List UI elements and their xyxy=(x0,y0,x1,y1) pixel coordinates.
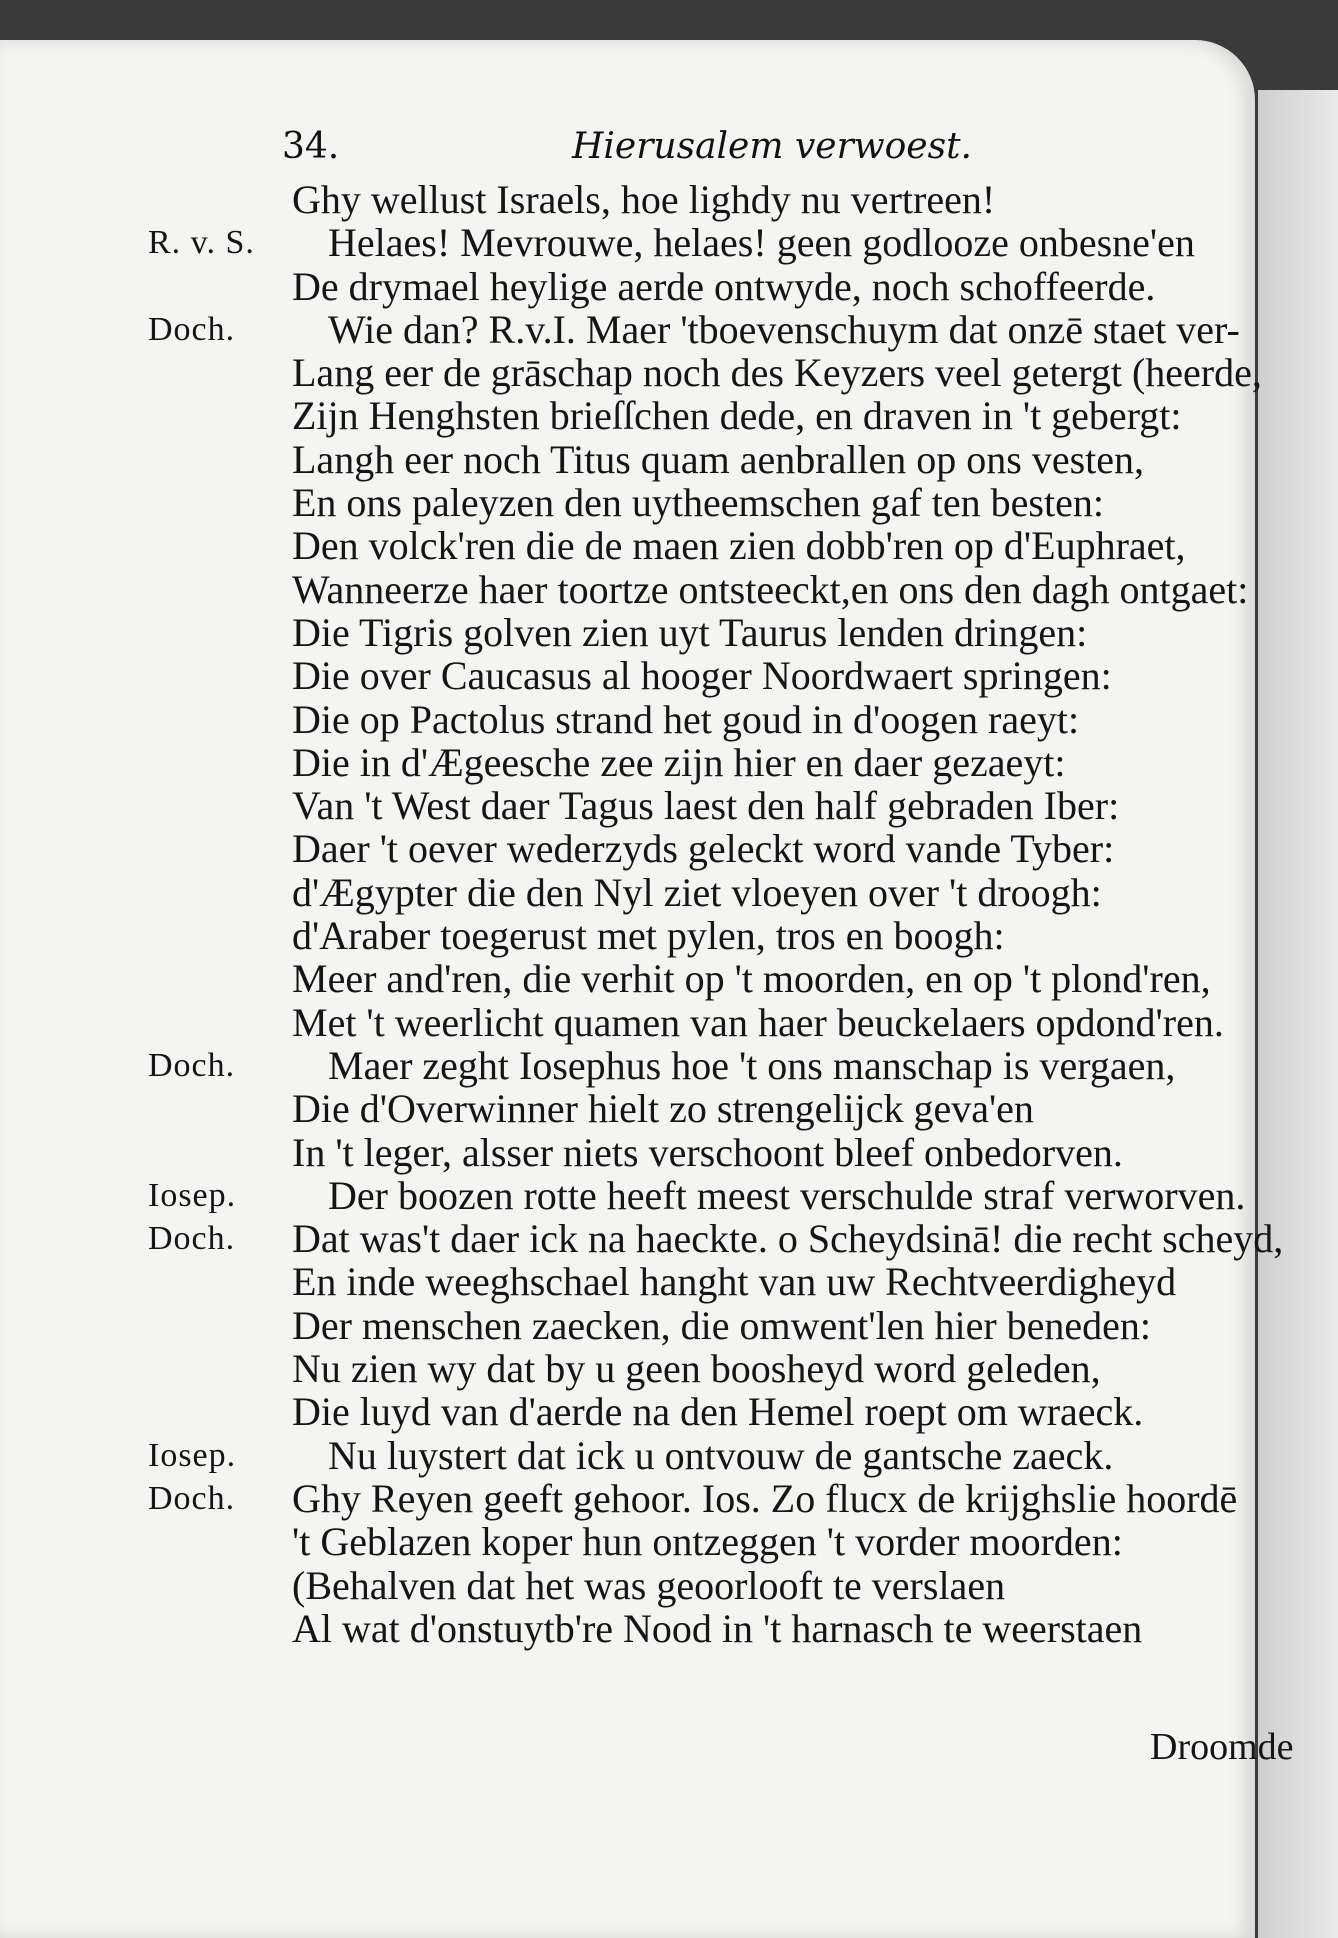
verse-line xyxy=(0,1001,1290,1044)
verse-line xyxy=(0,871,1290,914)
verse-line-text: Van 't West daer Tagus laest den half gebraden Iber: xyxy=(292,783,1120,829)
verse-line-text: d'Ægypter die den Nyl ziet vloeyen over 't droogh: xyxy=(292,869,1102,915)
verse-line-text: Nu zien wy dat by u geen boosheyd word geleden, xyxy=(292,1346,1101,1392)
verse-line-text: 't Geblazen koper hun ontzeggen 't vorder moorden: xyxy=(292,1519,1123,1565)
verse-line-text: Die Tigris golven zien uyt Taurus lenden dringen: xyxy=(292,609,1088,655)
page-header xyxy=(282,126,972,167)
verse-line-text: Nu luystert dat ick u ontvouw de gantsche zaeck. xyxy=(328,1432,1114,1478)
verse-line xyxy=(0,1131,1290,1174)
verse-line xyxy=(0,1607,1290,1650)
verse-line xyxy=(0,394,1290,437)
verse-line-text: In 't leger, alsser niets verschoont bleef onbedorven. xyxy=(292,1129,1123,1175)
verse-line-text: d'Araber toegerust met pylen, tros en boogh: xyxy=(292,913,1005,959)
verse-line xyxy=(0,741,1290,784)
verse-line xyxy=(0,1564,1290,1607)
verse-line-text: Al wat d'onstuytb're Nood in 't harnasch te weerstaen xyxy=(292,1605,1143,1651)
verse-line-text: Der menschen zaecken, die omwent'len hier beneden: xyxy=(292,1302,1152,1348)
verse-line xyxy=(0,827,1290,870)
speaker-label: R. v. S. xyxy=(148,224,255,262)
verse-line-text: Wanneerze haer toortze ontsteeckt,en ons den dagh ontgaet: xyxy=(292,566,1249,612)
verse-line-text: Die luyd van d'aerde na den Hemel roept om wraeck. xyxy=(292,1389,1144,1435)
verse-line xyxy=(0,265,1290,308)
verse-line-text: Die over Caucasus al hooger Noordwaert springen: xyxy=(292,653,1112,699)
verse-line-text: Ghy wellust Israels, hoe lighdy nu vertreen! xyxy=(292,177,996,222)
verse-line xyxy=(0,914,1290,957)
verse-line xyxy=(0,1217,1290,1260)
verse-line-text: Die op Pactolus strand het goud in d'oogen raeyt: xyxy=(292,696,1080,742)
verse-line xyxy=(0,1260,1290,1303)
page-number: 34. xyxy=(282,126,340,167)
verse-line-text: De drymael heylige aerde ontwyde, noch schoffeerde. xyxy=(292,263,1156,309)
verse-line xyxy=(0,438,1290,481)
verse-line xyxy=(0,698,1290,741)
verse-line xyxy=(0,1520,1290,1563)
verse-line xyxy=(0,1434,1290,1477)
verse-line xyxy=(0,784,1290,827)
verse-line xyxy=(0,308,1290,351)
verse-line-text: Helaes! Mevrouwe, helaes! geen godlooze onbesne'en xyxy=(328,220,1195,266)
verse-line-text: (Behalven dat het was geoorlooft te verslaen xyxy=(292,1562,1006,1608)
verse-line xyxy=(0,957,1290,1000)
verse-line-text: Wie dan? R.v.I. Maer 'tboevenschuym dat onzē staet ver- xyxy=(328,306,1240,352)
verse-line xyxy=(0,481,1290,524)
verse-line xyxy=(0,351,1290,394)
speaker-label: Doch. xyxy=(148,1220,236,1258)
verse-line-text: Zijn Henghsten brieſſchen dede, en draven in 't gebergt: xyxy=(292,393,1182,439)
verse-line-text: Die d'Overwinner hielt zo strengelijck geva'en xyxy=(292,1086,1034,1132)
verse-line-text: Langh eer noch Titus quam aenbrallen op ons vesten, xyxy=(292,436,1145,482)
verse-line-text: Die in d'Ægeesche zee zijn hier en daer gezaeyt: xyxy=(292,739,1066,785)
speaker-label: Iosep. xyxy=(148,1436,237,1474)
verse-line-text: Maer zeght Iosephus hoe 't ons manschap is vergaen, xyxy=(328,1042,1176,1088)
verse-line xyxy=(0,611,1290,654)
running-title: Hierusalem verwoest. xyxy=(572,126,972,167)
speaker-label: Doch. xyxy=(148,1479,236,1517)
verse-line-text: En inde weeghschael hanght van uw Rechtveerdigheyd xyxy=(292,1259,1177,1305)
verse-line xyxy=(0,1477,1290,1520)
verse-line-text: Den volck'ren die de maen zien dobb'ren op d'Euphraet, xyxy=(292,523,1186,569)
speaker-label: Doch. xyxy=(148,310,236,348)
verse-line xyxy=(0,1347,1290,1390)
verse-line xyxy=(0,1390,1290,1433)
catchword: Droomde xyxy=(1150,1726,1294,1768)
verse-line-text: Daer 't oever wederzyds geleckt word vande Tyber: xyxy=(292,826,1115,872)
verse-line xyxy=(0,1044,1290,1087)
verse-line-text: Dat was't daer ick na haeckte. o Scheydsinā! die recht scheyd, xyxy=(292,1216,1284,1262)
verse-line xyxy=(0,524,1290,567)
verse-line-text: Meer and'ren, die verhit op 't moorden, en op 't plond'ren, xyxy=(292,956,1211,1002)
verse-line xyxy=(0,221,1290,264)
verse-line-text: Lang eer de grāschap noch des Keyzers veel getergt (heerde, xyxy=(292,350,1262,396)
verse-line xyxy=(0,1304,1290,1347)
verse-line xyxy=(0,1087,1290,1130)
verse-text xyxy=(0,178,1290,1650)
verse-line xyxy=(0,1174,1290,1217)
speaker-label: Iosep. xyxy=(148,1176,237,1214)
verse-line-text: Met 't weerlicht quamen van haer beuckelaers opdond'ren. xyxy=(292,999,1224,1045)
verse-line-text: Ghy Reyen geeft gehoor. Ios. Zo flucx de krijghslie hoordē xyxy=(292,1475,1238,1521)
speaker-label: Doch. xyxy=(148,1046,236,1084)
verse-line xyxy=(0,178,1290,221)
verse-line-text: En ons paleyzen den uytheemschen gaf ten besten: xyxy=(292,480,1104,526)
verse-line xyxy=(0,568,1290,611)
verse-line-text: Der boozen rotte heeft meest verschulde straf verworven. xyxy=(328,1172,1246,1218)
verse-line xyxy=(0,654,1290,697)
